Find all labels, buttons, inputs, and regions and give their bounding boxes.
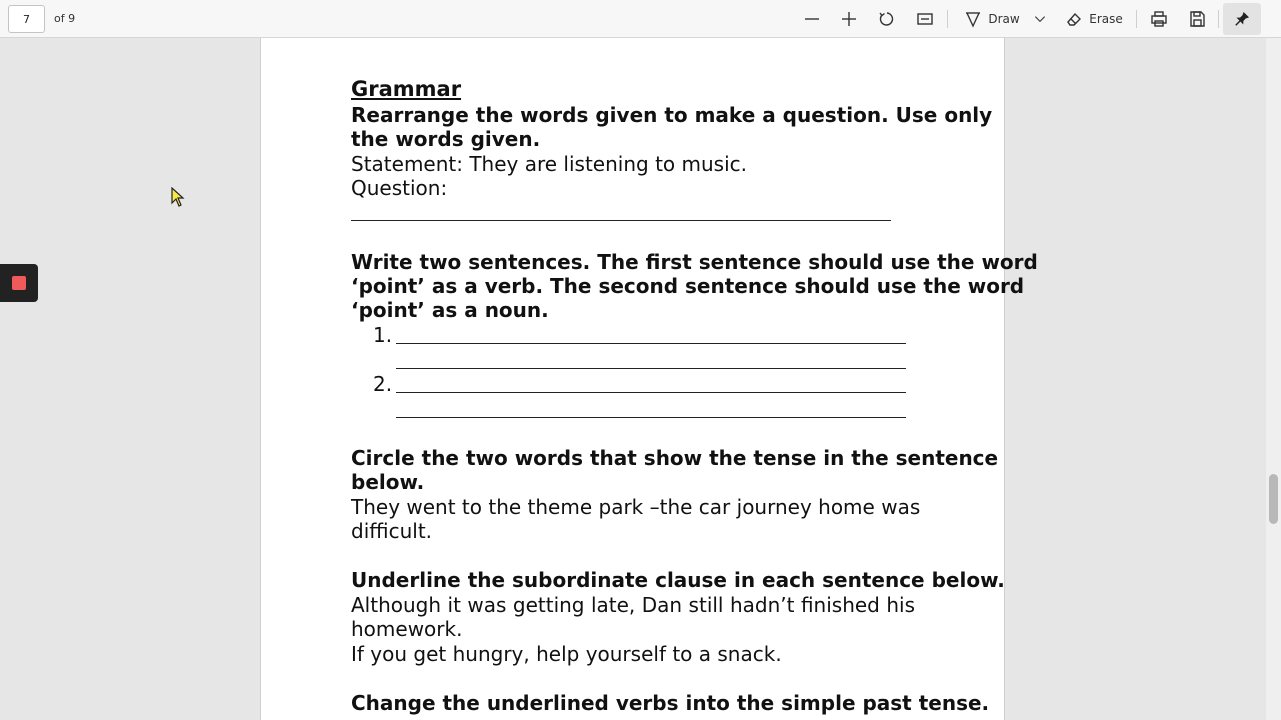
toolbar-divider xyxy=(1136,10,1137,28)
list-number-1: 1. xyxy=(373,323,393,347)
fit-width-button[interactable] xyxy=(913,4,937,34)
minus-icon xyxy=(803,10,821,28)
pdf-page xyxy=(260,38,1038,720)
toolbar-divider xyxy=(947,10,948,28)
q4-sentence1-line2: homework. xyxy=(351,617,463,641)
erase-label: Erase xyxy=(1089,12,1123,26)
scroll-thumb[interactable] xyxy=(1269,474,1278,524)
page-count-label: of 9 xyxy=(54,12,76,25)
q1-instruction-line1: Rearrange the words given to make a question. Use only xyxy=(351,103,993,127)
zoom-out-button[interactable] xyxy=(800,4,824,34)
draw-options-button[interactable] xyxy=(1030,4,1050,34)
q3-sentence-line2: difficult. xyxy=(351,519,433,543)
erase-button[interactable] xyxy=(1063,4,1125,34)
q2-instruction-line1: Write two sentences. The first sentence should use the word xyxy=(351,250,1038,274)
eraser-icon xyxy=(1065,10,1083,28)
mouse-cursor-icon xyxy=(171,187,185,207)
pin-toolbar-button[interactable] xyxy=(1223,3,1261,35)
q1-statement: Statement: They are listening to music. xyxy=(351,152,747,176)
q2-instruction-line2: ‘point’ as a verb. The second sentence should use the word xyxy=(351,274,1025,298)
page-heading: Grammar xyxy=(351,77,462,101)
save-icon xyxy=(1188,10,1206,28)
answer-line xyxy=(396,343,906,344)
toolbar-divider xyxy=(1218,10,1219,28)
print-button[interactable] xyxy=(1147,4,1171,34)
stop-record-icon xyxy=(12,276,26,290)
rotate-button[interactable] xyxy=(875,4,899,34)
q4-instruction: Underline the subordinate clause in each sentence below. xyxy=(351,568,1005,592)
print-icon xyxy=(1150,10,1168,28)
q5-instruction: Change the underlined verbs into the simple past tense. xyxy=(351,691,990,715)
draw-icon xyxy=(964,10,982,28)
q4-sentence1-line1: Although it was getting late, Dan still hadn’t finished his xyxy=(351,593,915,617)
plus-icon xyxy=(840,10,858,28)
draw-label: Draw xyxy=(988,12,1020,26)
zoom-in-button[interactable] xyxy=(837,4,861,34)
page-number-input[interactable] xyxy=(8,5,45,33)
pdf-toolbar xyxy=(0,0,1281,38)
q3-instruction-line2: below. xyxy=(351,470,425,494)
q1-instruction-line2: the words given. xyxy=(351,127,541,151)
vertical-scrollbar[interactable] xyxy=(1266,38,1281,720)
q3-instruction-line1: Circle the two words that show the tense in the sentence xyxy=(351,446,999,470)
pin-icon xyxy=(1234,11,1250,27)
q1-question-label: Question: xyxy=(351,176,448,200)
q2-instruction-line3: ‘point’ as a noun. xyxy=(351,298,549,322)
chevron-down-icon xyxy=(1033,12,1047,26)
answer-line xyxy=(351,220,891,221)
q4-sentence2: If you get hungry, help yourself to a snack. xyxy=(351,642,782,666)
answer-line xyxy=(396,368,906,369)
q3-sentence-line1: They went to the theme park –the car journey home was xyxy=(351,495,921,519)
answer-line xyxy=(396,417,906,418)
recording-widget[interactable] xyxy=(0,264,38,302)
document-viewer[interactable] xyxy=(0,38,1281,720)
list-number-2: 2. xyxy=(373,372,393,396)
rotate-icon xyxy=(878,10,896,28)
fit-width-icon xyxy=(916,10,934,28)
draw-button[interactable] xyxy=(962,4,1022,34)
answer-line xyxy=(396,392,906,393)
save-button[interactable] xyxy=(1185,4,1209,34)
